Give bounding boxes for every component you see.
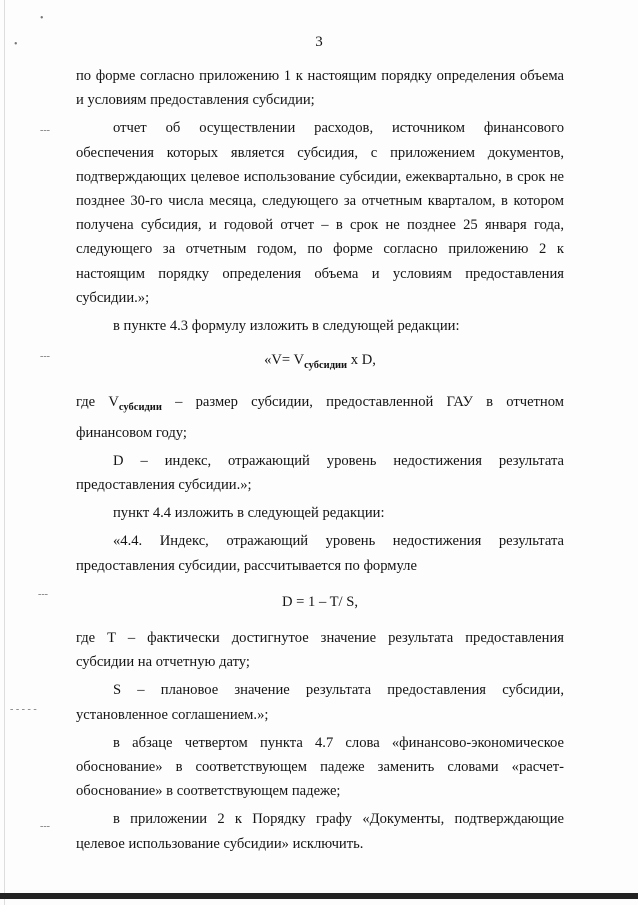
paragraph-2: отчет об осуществлении расходов, источником финансового обеспечения которых является субсидия, с приложением документов, подтверждающих целевое использование субсидии, ежеквартально, в срок не позднее 30-го числа месяца, следующего за отчетным кварталом, в котором получена субсидия, и годовой отчет – в срок не позднее 25 января года, следующего за отчетным годом, по форме согласно приложению 2 к настоящим порядку определения объема и условиям предоставления субсидии.»; (76, 120, 564, 306)
page-number: 3 (315, 34, 323, 50)
formula-index: D = 1 – T/ S, (281, 593, 359, 610)
paragraph-1: по форме согласно приложению 1 к настоящим порядку определения объема и условиям предоставления субсидии; (76, 68, 564, 109)
paragraph-9: S – плановое значение результата предоставления субсидии, установленное соглашением.»; (76, 682, 564, 723)
paragraph-4 (76, 390, 564, 444)
formula-volume (76, 348, 564, 378)
formula-volume-suffix: x D, (347, 352, 376, 369)
paragraph-5: D – индекс, отражающий уровень недостижения результата предоставления субсидии.»; (76, 452, 564, 494)
paragraph-11: в приложении 2 к Порядку графу «Документы, подтверждающие целевое использование субсидии» исключить. (76, 811, 564, 852)
formula-volume-prefix: «V= V (264, 352, 305, 369)
margin-tick-mark: ‐ ‐ ‐ ‐ ‐ (10, 704, 37, 715)
paragraph-10: в абзаце четвертом пункта 4.7 слова «финансово-экономическое обоснование» в соответствующем падеже заменить словами «расчет-обоснование» в соответствующем падеже; (76, 734, 564, 800)
margin-tick-mark: ‐‐‐ (40, 125, 50, 136)
scan-bottom-edge (0, 893, 638, 899)
scan-dot-mark: • (40, 13, 44, 24)
margin-tick-mark: ‐‐‐ (40, 351, 50, 362)
paragraph-4-prefix: где V (76, 394, 119, 411)
scan-dot-mark: • (14, 39, 18, 50)
paragraph-4-subscript: субсидии (118, 402, 162, 414)
paragraph-7: «4.4. Индекс, отражающий уровень недостижения результата предоставления субсидии, рассчитывается по формуле (76, 533, 564, 574)
paragraph-6: пункт 4.4 изложить в следующей редакции: (113, 505, 385, 522)
paragraph-4-text: – размер субсидии, предоставленной ГАУ в отчетном финансовом году; (76, 394, 564, 441)
paragraph-3: в пункте 4.3 формулу изложить в следующей редакции: (113, 318, 460, 335)
document-body (76, 64, 564, 856)
scan-edge-line (4, 0, 5, 905)
paragraph-8: где T – фактически достигнутое значение результата предоставления субсидии на отчетную дату; (76, 630, 564, 671)
formula-volume-subscript: субсидии (304, 360, 348, 372)
margin-tick-mark: ‐‐‐ (38, 589, 48, 600)
margin-tick-mark: ‐‐‐ (40, 821, 50, 832)
